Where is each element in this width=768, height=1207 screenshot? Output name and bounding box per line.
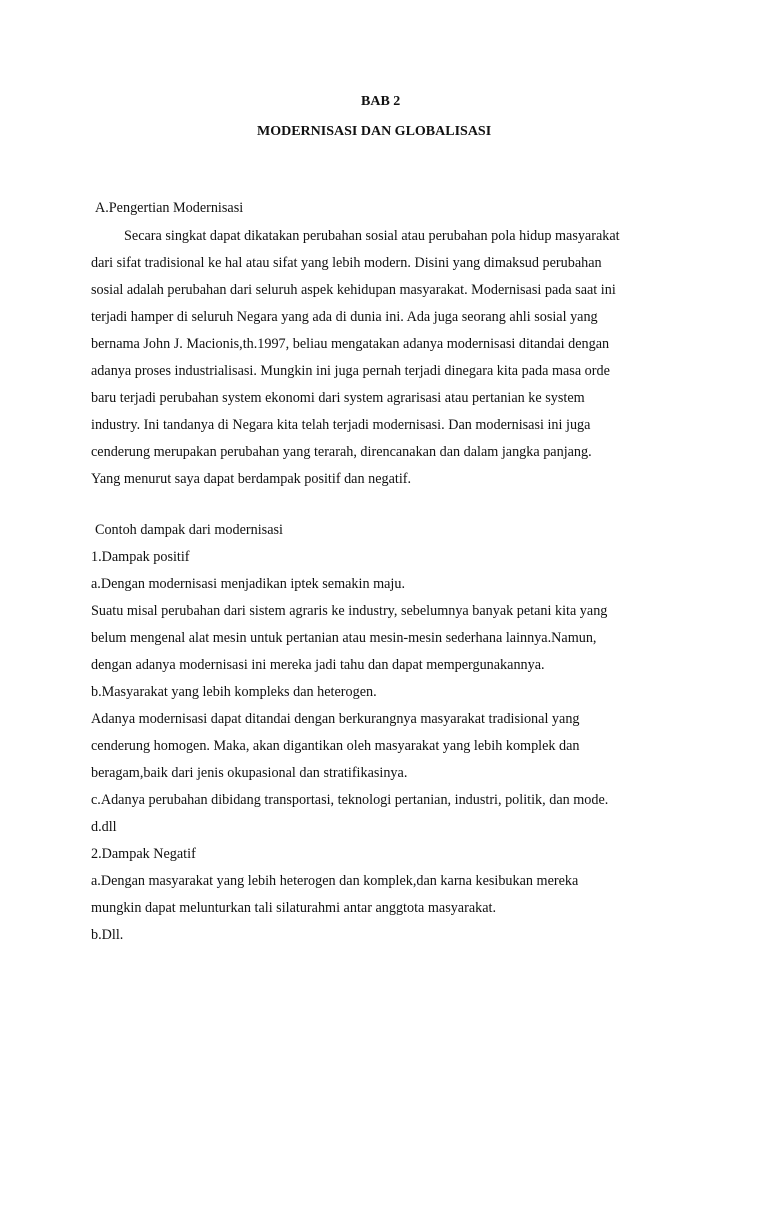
list-line: 2.Dampak Negatif xyxy=(91,846,196,862)
chapter-title-text: MODERNISASI DAN GLOBALISASI xyxy=(257,124,492,139)
list-line: 1.Dampak positif xyxy=(91,549,190,565)
section-a-heading: A.Pengertian Modernisasi xyxy=(95,200,244,216)
paragraph-line: Yang menurut saya dapat berdampak positif dan negatif. xyxy=(91,471,412,487)
paragraph-line: industry. Ini tandanya di Negara kita telah terjadi modernisasi. Dan modernisasi ini juga xyxy=(91,417,591,433)
paragraph-line: terjadi hamper di seluruh Negara yang ada di dunia ini. Ada juga seorang ahli sosial yang xyxy=(91,309,598,325)
paragraph-line: baru terjadi perubahan system ekonomi dari system agrarisasi atau pertanian ke system xyxy=(91,390,585,406)
paragraph-line: bernama John J. Macionis,th.1997, beliau mengatakan adanya modernisasi ditandai dengan xyxy=(91,336,610,352)
list-line: b.Dll. xyxy=(91,927,124,943)
list-line: Adanya modernisasi dapat ditandai dengan berkurangnya masyarakat tradisional yang xyxy=(91,711,580,727)
list-line: mungkin dapat melunturkan tali silaturahmi antar anggtota masyarakat. xyxy=(91,900,497,916)
paragraph-line: adanya proses industrialisasi. Mungkin ini juga pernah terjadi dinegara kita pada masa orde xyxy=(91,363,610,379)
list-line: a.Dengan modernisasi menjadikan iptek semakin maju. xyxy=(91,576,406,592)
list-line: Suatu misal perubahan dari sistem agraris ke industry, sebelumnya banyak petani kita yang xyxy=(91,603,608,619)
list-line: beragam,baik dari jenis okupasional dan stratifikasinya. xyxy=(91,765,408,781)
paragraph-line: dari sifat tradisional ke hal atau sifat yang lebih modern. Disini yang dimaksud perubahan xyxy=(91,255,602,271)
paragraph-line: Secara singkat dapat dikatakan perubahan sosial atau perubahan pola hidup masyarakat xyxy=(124,228,620,244)
list-line: b.Masyarakat yang lebih kompleks dan heterogen. xyxy=(91,684,377,700)
list-line: dengan adanya modernisasi ini mereka jadi tahu dan dapat mempergunakannya. xyxy=(91,657,545,673)
paragraph-line: sosial adalah perubahan dari seluruh aspek kehidupan masyarakat. Modernisasi pada saat ini xyxy=(91,282,616,298)
section-b-heading: Contoh dampak dari modernisasi xyxy=(95,522,283,538)
list-line: d.dll xyxy=(91,819,117,835)
list-line: c.Adanya perubahan dibidang transportasi, teknologi pertanian, industri, politik, dan mode. xyxy=(91,792,609,808)
list-line: belum mengenal alat mesin untuk pertanian atau mesin-mesin sederhana lainnya.Namun, xyxy=(91,630,597,646)
list-line: a.Dengan masyarakat yang lebih heterogen dan komplek,dan karna kesibukan mereka xyxy=(91,873,579,889)
chapter-label: BAB 2 xyxy=(361,94,401,109)
list-line: cenderung homogen. Maka, akan digantikan oleh masyarakat yang lebih komplek dan xyxy=(91,738,580,754)
paragraph-line: cenderung merupakan perubahan yang terarah, direncanakan dan dalam jangka panjang. xyxy=(91,444,592,460)
